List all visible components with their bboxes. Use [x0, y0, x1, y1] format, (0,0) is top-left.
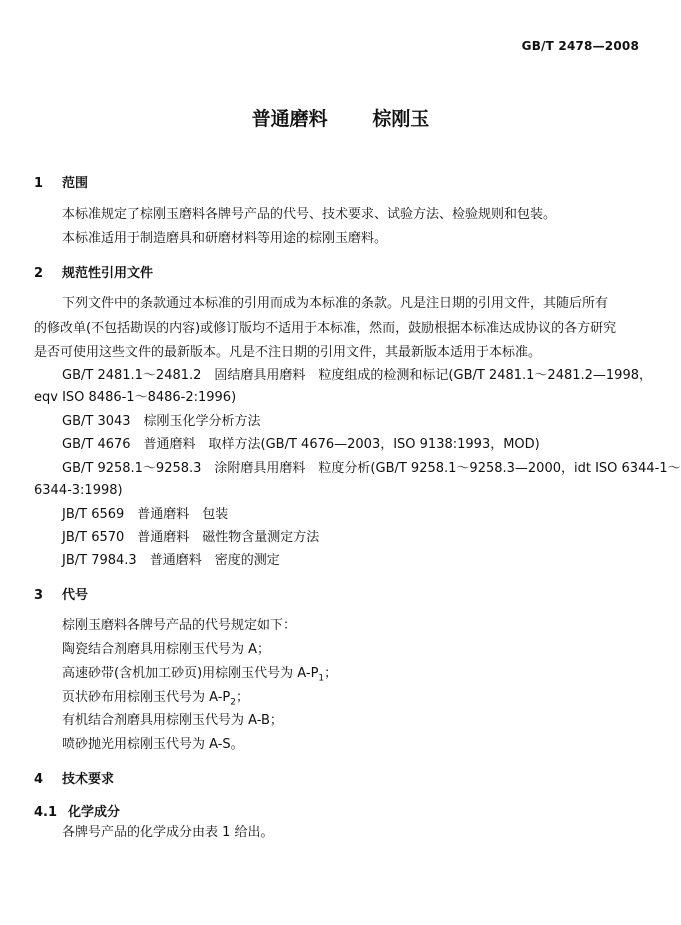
- section-number: 4: [34, 772, 44, 787]
- title-part-2: 棕刚玉: [372, 108, 430, 130]
- paragraph: 棕刚玉磨料各牌号产品的代号规定如下：: [62, 618, 297, 633]
- section-2-heading: [34, 262, 153, 281]
- section-number: 2: [34, 266, 44, 281]
- section-title: 化学成分: [68, 805, 121, 820]
- section-number: 3: [34, 588, 44, 603]
- section-title: 范围: [62, 176, 89, 191]
- section-title: 技术要求: [62, 772, 115, 787]
- standard-number: GB/T 2478—2008: [521, 39, 639, 53]
- code-text: 高速砂带(含机加工砂页)用棕刚玉代号为 A-P: [62, 666, 319, 681]
- section-1-heading: [34, 172, 88, 191]
- paragraph-line: 的修改单(不包括勘误的内容)或修订版均不适用于本标准，然而，鼓励根据本标准达成协议的各方研究: [34, 321, 617, 336]
- code-line: [62, 688, 249, 713]
- code-punct: ；: [236, 690, 250, 705]
- paragraph-line: 是否可使用这些文件的最新版本。凡是不注日期的引用文件，其最新版本适用于本标准。: [34, 345, 542, 360]
- code-line: 有机结合剂磨具用棕刚玉代号为 A-B；: [62, 713, 283, 728]
- reference-entry-cont: 6344-3:1998): [34, 483, 123, 498]
- code-punct: ；: [324, 666, 338, 681]
- title-part-1: 普通磨料: [251, 108, 328, 130]
- reference-entry: GB/T 3043 棕刚玉化学分析方法: [62, 414, 261, 429]
- paragraph-line: 下列文件中的条款通过本标准的引用而成为本标准的条款。凡是注日期的引用文件，其随后所有: [62, 296, 609, 311]
- section-4-1-heading: [34, 801, 120, 820]
- code-line: [62, 664, 337, 689]
- reference-entry: GB/T 4676 普通磨料 取样方法(GB/T 4676—2003，ISO 9138:1993，MOD): [62, 437, 540, 452]
- paragraph: 本标准适用于制造磨具和研磨材料等用途的棕刚玉磨料。: [62, 231, 388, 246]
- reference-entry: JB/T 6570 普通磨料 磁性物含量测定方法: [62, 530, 320, 545]
- reference-entry: JB/T 7984.3 普通磨料 密度的测定: [62, 553, 280, 568]
- section-3-heading: [34, 584, 88, 603]
- paragraph: 本标准规定了棕刚玉磨料各牌号产品的代号、技术要求、试验方法、检验规则和包装。: [62, 207, 557, 222]
- section-title: 代号: [62, 588, 89, 603]
- section-title: 规范性引用文件: [62, 266, 154, 281]
- code-text: 页状砂布用棕刚玉代号为 A-P: [62, 690, 231, 705]
- section-number: 4.1: [34, 805, 58, 820]
- code-subscript: 2: [230, 697, 237, 708]
- reference-entry: GB/T 2481.1～2481.2 固结磨具用磨料 粒度组成的检测和标记(GB/T 2481.1～2481.2—1998，: [62, 368, 652, 383]
- reference-entry-cont: eqv ISO 8486-1～8486-2:1996): [34, 390, 237, 405]
- reference-entry: JB/T 6569 普通磨料 包装: [62, 507, 229, 522]
- code-line: 喷砂抛光用棕刚玉代号为 A-S。: [62, 737, 244, 752]
- section-number: 1: [34, 176, 44, 191]
- section-4-heading: [34, 768, 114, 787]
- code-line: 陶瓷结合剂磨具用棕刚玉代号为 A；: [62, 642, 271, 657]
- page-title: [0, 104, 681, 131]
- code-subscript: 1: [318, 673, 325, 684]
- paragraph: 各牌号产品的化学成分由表 1 给出。: [62, 825, 274, 840]
- reference-entry: GB/T 9258.1～9258.3 涂附磨具用磨料 粒度分析(GB/T 9258.1～9258.3—2000，idt ISO 6344-1～: [62, 461, 681, 476]
